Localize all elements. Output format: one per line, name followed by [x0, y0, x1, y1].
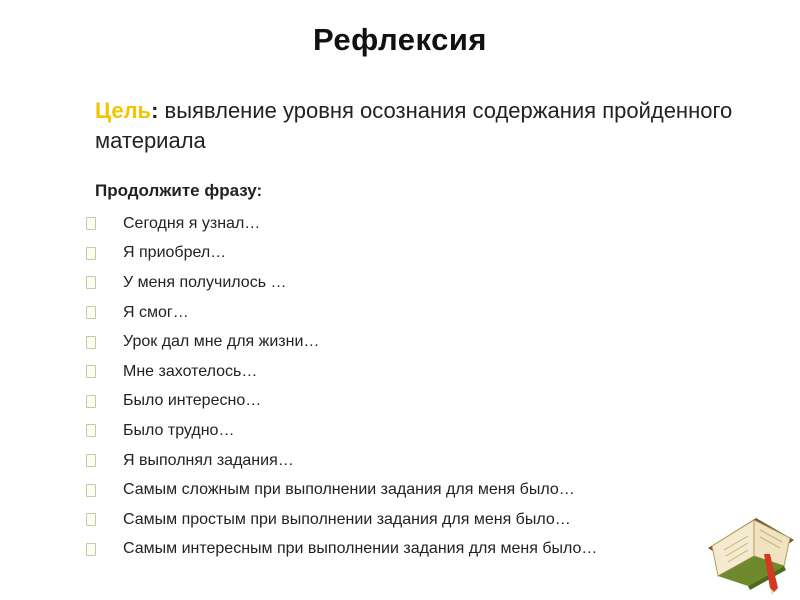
open-book-with-pencil-icon: [704, 496, 796, 596]
bullet-icon: [86, 247, 96, 260]
prompt-heading: Продолжите фразу:: [95, 181, 263, 200]
slide-title: Рефлексия: [312, 22, 488, 57]
list-item-text: У меня получилось …: [123, 273, 287, 291]
bullet-icon: [86, 543, 96, 556]
list-item-text: Было интересно…: [123, 392, 262, 410]
bullet-icon: [86, 484, 96, 497]
list-item: [86, 268, 597, 298]
list-item-text: Урок дал мне для жизни…: [123, 333, 320, 351]
goal-label: Цель: [95, 98, 152, 123]
list-item-text: Самым сложным при выполнении задания для меня было…: [123, 481, 575, 499]
list-item: [86, 505, 597, 535]
list-item-text: Самым интересным при выполнении задания для меня было…: [123, 540, 598, 558]
list-item: [86, 239, 597, 269]
list-item: [86, 416, 597, 446]
bullet-icon: [86, 454, 96, 467]
list-item: [86, 357, 597, 387]
bullet-icon: [86, 365, 96, 378]
list-item-text: Я смог…: [123, 303, 189, 321]
list-item: [86, 535, 597, 565]
list-item-text: Мне захотелось…: [123, 362, 258, 380]
bullet-icon: [86, 395, 96, 408]
phrase-list: [86, 209, 597, 564]
list-item-text: Я выполнял задания…: [123, 451, 294, 469]
goal-separator: :: [151, 98, 159, 123]
goal-text: выявление уровня осознания содержания пройденного материала: [95, 98, 733, 153]
list-item-text: Сегодня я узнал…: [123, 214, 261, 232]
list-item-text: Самым простым при выполнении задания для меня было…: [123, 510, 571, 528]
list-item-text: Было трудно…: [123, 421, 235, 439]
bullet-icon: [86, 336, 96, 349]
goal-statement: [95, 96, 735, 156]
bullet-icon: [86, 276, 96, 289]
list-item-text: Я приобрел…: [123, 244, 227, 262]
list-item: [86, 387, 597, 417]
bullet-icon: [86, 217, 96, 230]
bullet-icon: [86, 306, 96, 319]
list-item: [86, 209, 597, 239]
list-item: [86, 298, 597, 328]
list-item: [86, 446, 597, 476]
bullet-icon: [86, 424, 96, 437]
list-item: [86, 327, 597, 357]
bullet-icon: [86, 513, 96, 526]
list-item: [86, 475, 597, 505]
